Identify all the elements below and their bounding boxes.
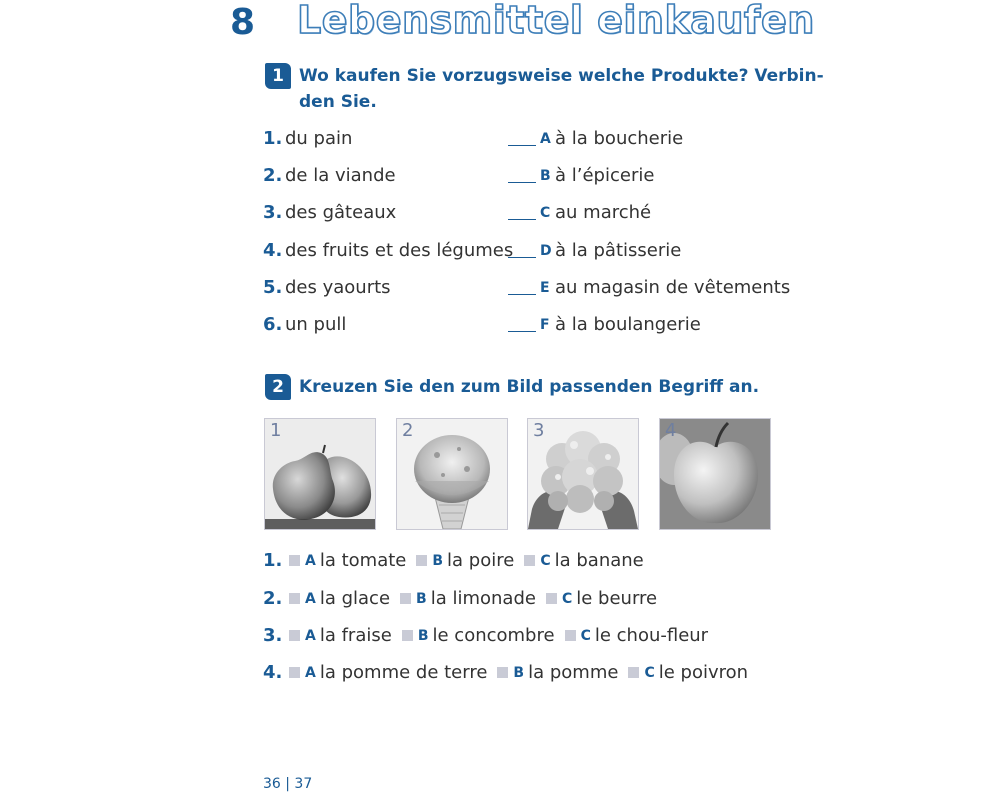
pears-image [265,419,375,529]
item-text: des yaourts [285,277,391,298]
option-b[interactable] [400,588,546,609]
option-text: la poire [447,550,515,571]
option-text: la tomate [319,550,407,571]
item-number: 2. [263,165,283,186]
checkbox[interactable] [289,630,300,641]
chapter-number: 8 [230,2,256,43]
option-letter: B [513,664,525,681]
option-c[interactable] [565,625,719,646]
item-text: de la viande [285,165,396,186]
answer-blank[interactable] [508,168,536,183]
exercise-2-badge: 2 [265,374,291,400]
checkbox[interactable] [546,593,557,604]
item-number: 3. [263,202,283,223]
checkbox[interactable] [289,667,300,678]
item-text: des gâteaux [285,202,397,223]
match-letter: B [540,168,551,184]
chapter-title: Lebensmittel einkaufen [297,0,815,42]
item-text: un pull [285,314,347,335]
photo-cauliflower [527,418,639,530]
item-number: 5. [263,277,283,298]
photo-number: 1 [270,420,282,441]
photo-number: 2 [402,420,414,441]
option-c[interactable] [628,662,758,683]
checkbox[interactable] [565,630,576,641]
checkbox[interactable] [402,630,413,641]
match-letter: A [540,131,551,147]
option-text: la banane [554,550,644,571]
option-letter: C [644,664,655,681]
checkbox[interactable] [628,667,639,678]
answer-blank[interactable] [508,131,536,146]
option-text: la pomme [528,662,619,683]
exercise-1-title-line2: den Sie. [299,92,377,112]
photo-number: 3 [533,420,545,441]
option-text: le chou-fleur [594,625,709,646]
option-a[interactable] [289,550,416,571]
match-text: à la boulangerie [555,314,701,335]
option-a[interactable] [289,662,497,683]
cauliflower-image [528,419,638,529]
photo-apple [659,418,771,530]
answer-blank[interactable] [508,205,536,220]
option-c[interactable] [524,550,653,571]
checkbox[interactable] [497,667,508,678]
answer-blank[interactable] [508,280,536,295]
item-text: des fruits et des légumes [285,240,514,261]
match-text: à la pâtisserie [555,240,682,261]
ice-cream-image [397,419,507,529]
photo-number: 4 [665,420,677,441]
question-row [263,550,654,571]
question-row [263,625,718,646]
question-number: 4. [263,662,283,683]
option-text: la glace [319,588,391,609]
match-letter: E [540,280,550,296]
checkbox[interactable] [289,593,300,604]
option-letter: A [305,590,316,607]
question-number: 1. [263,550,283,571]
item-number: 4. [263,240,283,261]
option-letter: B [417,627,429,644]
option-text: la pomme de terre [319,662,488,683]
option-b[interactable] [402,625,565,646]
photo-pears [264,418,376,530]
question-number: 3. [263,625,283,646]
option-text: le concombre [432,625,555,646]
option-letter: C [580,627,591,644]
checkbox[interactable] [524,555,535,566]
answer-blank[interactable] [508,317,536,332]
option-text: la limonade [430,588,536,609]
option-letter: C [561,590,573,607]
option-text: le poivron [658,662,749,683]
option-letter: B [416,590,427,607]
item-number: 6. [263,314,283,335]
option-text: le beurre [576,588,658,609]
option-letter: C [540,552,551,569]
match-text: à l’épicerie [555,165,655,186]
option-letter: A [305,552,316,569]
option-letter: A [305,627,316,644]
checkbox[interactable] [416,555,427,566]
match-letter: F [540,317,550,333]
item-number: 1. [263,128,283,149]
option-letter: A [305,664,316,681]
photo-ice-cream [396,418,508,530]
checkbox[interactable] [400,593,411,604]
exercise-1-badge: 1 [265,63,291,89]
option-b[interactable] [416,550,524,571]
option-b[interactable] [497,662,628,683]
apple-image [660,419,770,529]
option-a[interactable] [289,588,400,609]
match-text: au marché [555,202,652,223]
match-letter: C [540,205,551,221]
exercise-2-title: Kreuzen Sie den zum Bild passenden Begriff an. [299,377,760,397]
exercise-1-title-line1: Wo kaufen Sie vorzugsweise welche Produkte? Verbin- [299,66,824,86]
option-text: la fraise [319,625,392,646]
checkbox[interactable] [289,555,300,566]
match-text: au magasin de vêtements [555,277,791,298]
option-c[interactable] [546,588,667,609]
page-numbers: 36 | 37 [263,776,313,792]
question-number: 2. [263,588,283,609]
answer-blank[interactable] [508,243,536,258]
match-text: à la boucherie [555,128,684,149]
question-row [263,662,758,683]
question-row [263,588,667,609]
item-text: du pain [285,128,353,149]
option-letter: B [432,552,444,569]
match-letter: D [540,243,552,259]
option-a[interactable] [289,625,402,646]
